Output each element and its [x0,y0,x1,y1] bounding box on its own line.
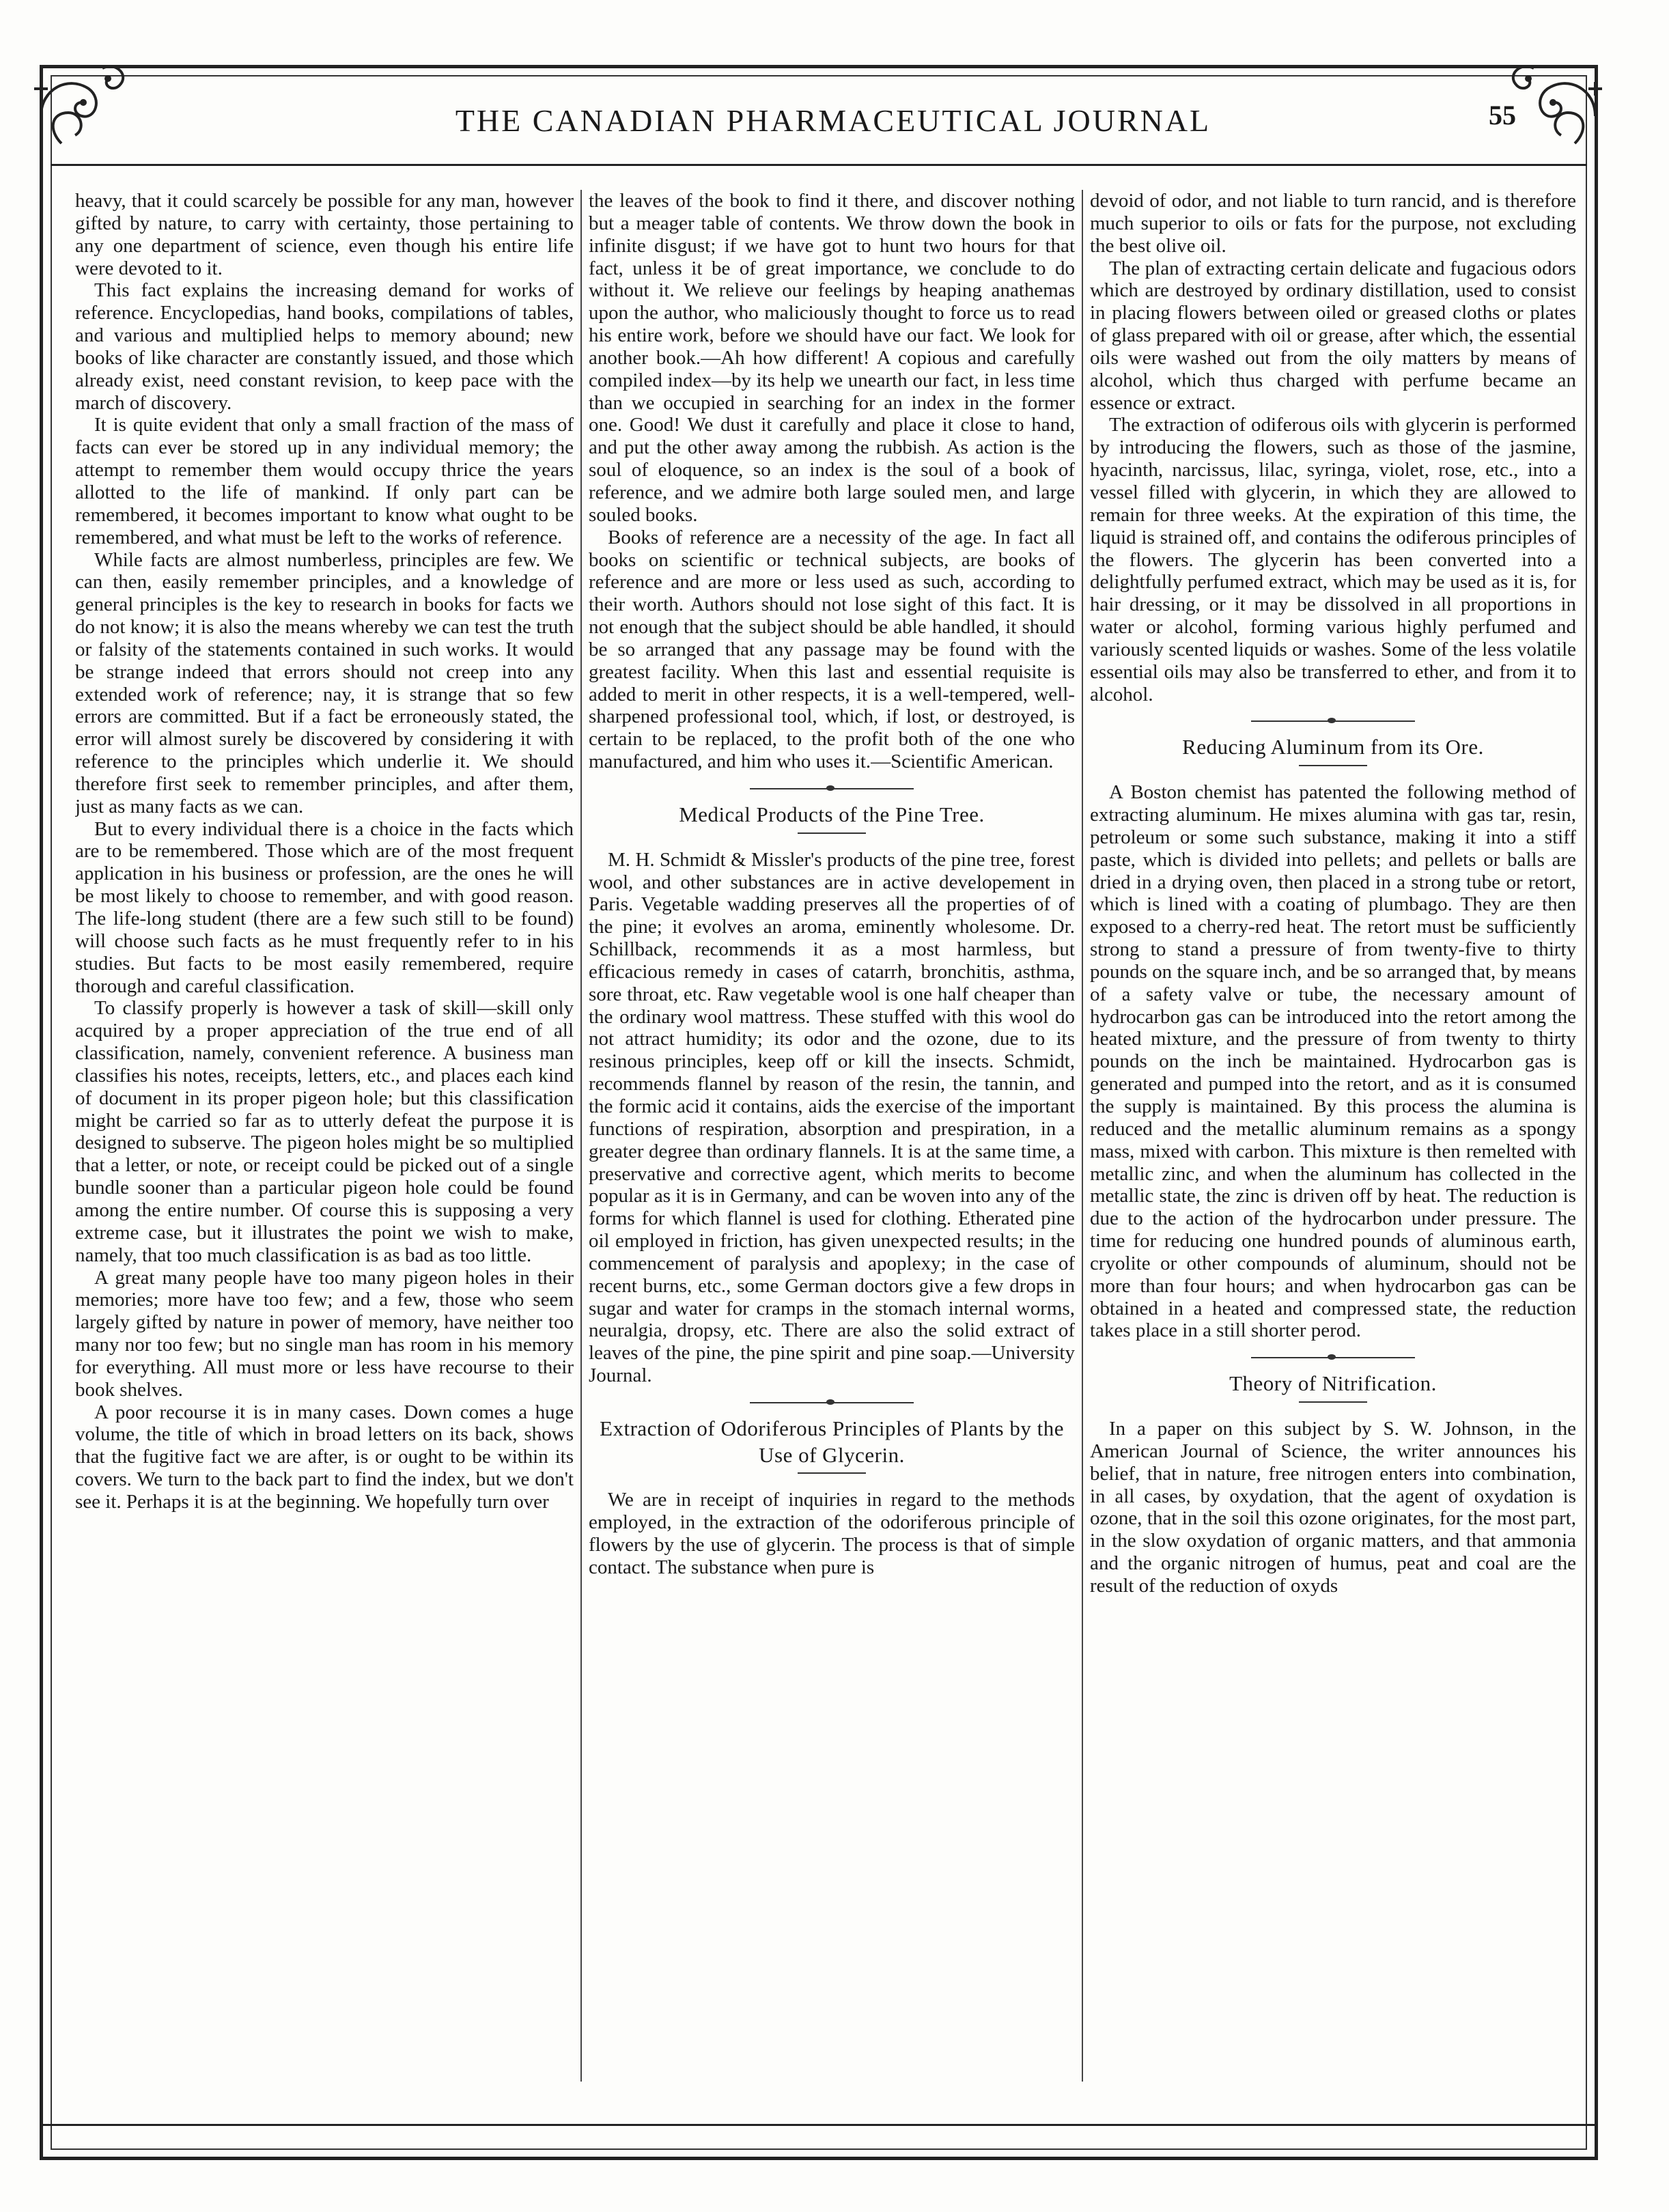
article-title: Extraction of Odoriferous Principles of Plants by the Use of Glycerin. [600,1416,1064,1467]
title-rule [1299,1401,1367,1403]
footer-rule [40,2124,1598,2126]
paragraph: heavy, that it could scarcely be possible for any man, however gifted by nature, to carry with certainty, those pertaining to any one department of science, even though his entire life were devoted to it. [75,190,574,279]
paragraph: Books of reference are a necessity of the age. In fact all books on scientific or technical subjects, are books of reference and are more or less used as such, according to their worth. Authors should not lose sight of this fact. It is not enough that the subject should be able handled, it should be so arranged that any passage may be found with the greatest facility. When this last and essential requisite is added to merit in other respects, it is a well-tempered, well-sharpened professional tool, which, if lost, or destroyed, is certain to be replaced, to the profit both of the one who manufactured, and him who uses it.—Scientific American. [589,526,1075,773]
paragraph: The plan of extracting certain delicate and fugacious odors which are destroyed by ordinary distillation, used to consist in placing flowers between oiled or greased cloths or plates of glass prepared with oil or grease, after which, the essential oils were washed out from the oily matters by means of alcohol, which thus charged with perfume became an essence or extract. [1090,257,1576,414]
paragraph: A poor recourse it is in many cases. Down comes a huge volume, the title of which in broad letters on its back, shows that the fugitive fact we are after, is or ought to be within its covers. We turn to the back part to find the index, but we don't see it. Perhaps it is at the beginning. We hopefully turn over [75,1401,574,1513]
paragraph: A great many people have too many pigeon holes in their memories; more have too few; and a few, those who seem largely gifted by nature in power of memory, have neither too many nor too few; but no single man has room in his memory for everything. All must more or less have recourse to their book shelves. [75,1266,574,1401]
column-rule-1 [580,190,582,2082]
paragraph: devoid of odor, and not liable to turn rancid, and is therefore much superior to oils or fats for the purpose, not excluding the best olive oil. [1090,190,1576,257]
title-rule [798,832,866,834]
column-1 [75,190,574,2088]
paragraph: M. H. Schmidt & Missler's products of the pine tree, forest wool, and other substances are in active developement in Paris. Vegetable wadding preserves all the properties of of the pine; it evolves an aroma, eminently wholesome. Dr. Schillback, recommends it as a most harmless, but efficacious remedy in cases of catarrh, bronchitis, asthma, sore throat, etc. Raw vegetable wool is one half cheaper than the ordinary wool mattress. These stuffed with this wool do not attract humidity; its odor and the ozone, due to its resinous principles, keep off or kill the insects. Schmidt, recommends flannel by reason of the resin, the tannin, and the formic acid it contains, aids the exercise of the important functions of respiration, absorption and prespiration, in a greater degree than ordinary flannels. It is at the same time, a preservative and corrective agent, which merits to become popular as it is in Germany, and can be woven into any of the forms for which flannel is used for clothing. Etherated pine oil employed in friction, has given unexpected results; in the commencement of paralysis and apoplexy; in the case of recent burns, etc., some German doctors give a few drops in sugar and water for cramps in the stomach internal worms, neuralgia, dropsy, etc. There are also the solid extract of leaves of the pine, the pine spirit and pine soap.—University Journal. [589,848,1075,1387]
paragraph: We are in receipt of inquiries in regard to the methods employed, in the extraction of the odoriferous principle of flowers by the use of glycerin. The process is that of simple contact. The substance when pure is [589,1489,1075,1578]
column-rule-2 [1082,190,1083,2082]
section-separator [750,788,914,789]
paragraph: To classify properly is however a task of skill—skill only acquired by a proper appreciation of the true end of all classification, namely, convenient reference. A business man classifies his notes, receipts, letters, etc., and places each kind of document in its proper pigeon hole; but this classification might be carried so far as to utterly defeat the purpose it is designed to subserve. The pigeon holes might be so multiplied that a letter, or note, or receipt could be picked out of a single bundle sooner than a particular pigeon hole could be found among the entire number. Of course this is supposing a very extreme case, but it illustrates the point we wish to make, namely, that too much classification is as bad as too little. [75,997,574,1266]
page-number: 55 [1489,100,1516,130]
header-rule [51,164,1587,166]
paragraph: The extraction of odiferous oils with glycerin is performed by introducing the flowers, such as those of the jasmine, hyacinth, narcissus, lilac, syringa, violet, rose, etc., into a vessel filled with glycerin, in which they are allowed to remain for three weeks. At the expiration of this time, the liquid is strained off, and contains the odiferous principles of the flowers. The glycerin has been converted into a delightfully perfumed extract, which may be used as it is, for hair dressing, or it may be dissolved in all proportions in water or alcohol, forming various highly perfumed and variously scented liquids or washes. Some of the less volatile essential oils may also be transferred to ether, and from it to alcohol. [1090,414,1576,705]
column-2 [589,190,1075,2088]
article-title: Medical Products of the Pine Tree. [679,802,985,826]
paragraph: A Boston chemist has patented the following method of extracting aluminum. He mixes alumina with gas tar, resin, petroleum or some such substance, making it into a stiff paste, which is divided into pellets; and pellets or balls are dried in a drying oven, then placed in a strong tube or retort, which is lined with a coating of plumbago. They are then exposed to a cherry-red heat. The retort must be sufficiently strong to stand a pressure of from twenty-five to thirty pounds on the square inch, and be so arranged that, by means of a safety valve or tube, the necessary amount of hydrocarbon gas can be introduced into the retort among the heated mixture, and the pressure of from twenty to thirty pounds on the inch be maintained. Hydrocarbon gas is generated and pumped into the retort, and as it is consumed the supply is maintained. By this process the alumina is reduced and the metallic aluminum remains as a spongy mass, mixed with carbon. This mixture is then remelted with metallic zinc, and when the aluminum has collected in the metallic state, the zinc is driven off by heat. The reduction is due to the action of the hydrocarbon under pressure. The time for reducing one hundred pounds of aluminous earth, cryolite or other compounds of aluminum, should not be more than four hours; and when hydrocarbon gas can be obtained in a heated and compressed state, the reduction takes place in a still shorter perod. [1090,781,1576,1342]
section-separator [1251,720,1415,722]
title-rule [798,1472,866,1474]
ornament-corner-right [1500,48,1616,164]
section-separator [750,1402,914,1403]
section-separator [1251,1357,1415,1358]
title-rule [1299,765,1367,766]
paragraph: While facts are almost numberless, principles are few. We can then, easily remember principles, and a knowledge of general principles is the key to research in books for facts we do not know; it is also the means whereby we can test the truth or falsity of the statements contained in such works. It would be strange indeed that errors should not creep into any extended work of reference; nay, it is strange that so few errors are committed. But if a fact be erroneously stated, the error will almost surely be discovered by considering it with reference to the principles which underlie it. We should therefore first seek to remember principles, and after them, just as many facts as we can. [75,548,574,817]
paragraph: This fact explains the increasing demand for works of reference. Encyclopedias, hand books, compilations of tables, and various and multiplied helps to memory abound; new books of like character are constantly issued, and those which already exist, need constant revision, to keep pace with the march of discovery. [75,279,574,414]
paragraph: the leaves of the book to find it there, and discover nothing but a meager table of contents. We throw down the book in infinite disgust; if we have got to hunt two hours for that fact, unless it be of great importance, we conclude to do without it. We relieve our feelings by heaping anathemas upon the author, who maliciously thought to force us to read his entire work, before we should have our fact. We look for another book.—Ah how different! A copious and carefully compiled index—by its help we unearth our fact, in less time than we occupied in searching for an index in the former one. Good! We dust it carefully and place it close to hand, and put the other away among the rubbish. As action is the soul of eloquence, so an index is the soul of a book of reference, and we admire both large souled men, and large souled books. [589,190,1075,526]
paragraph: In a paper on this subject by S. W. Johnson, in the American Journal of Science, the writer announces his belief, that in nature, free nitrogen enters into combination, in all cases, by oxydation, that the agent of oxydation is ozone, that in the soil this ozone originates, for the most part, in the slow oxydation of organic matters, and that ammonia and the organic nitrogen of humus, peat and coal are the result of the reduction of oxyds [1090,1418,1576,1597]
journal-title: THE CANADIAN PHARMACEUTICAL JOURNAL [455,103,1211,138]
paragraph: It is quite evident that only a small fraction of the mass of facts can ever be stored up in any individual memory; the attempt to remember them would occupy thrice the years allotted to the life of mankind. If only part can be remembered, it becomes important to know what ought to be remembered, and what must be left to the works of reference. [75,414,574,548]
running-header [157,100,1516,143]
article-title: Theory of Nitrification. [1229,1371,1437,1396]
ornament-corner-left [20,48,137,164]
paragraph: But to every individual there is a choice in the facts which are to be remembered. Those which are of the most frequent application in his business or profession, are the ones he will be most likely to choose to remember, and with good reason. The life-long student (there are a few such still to be found) will choose such facts as he must frequently refer to in his studies. But facts to be most easily remembered, require thorough and careful classification. [75,817,574,997]
article-title: Reducing Aluminum from its Ore. [1182,735,1484,759]
column-3 [1090,190,1576,2088]
